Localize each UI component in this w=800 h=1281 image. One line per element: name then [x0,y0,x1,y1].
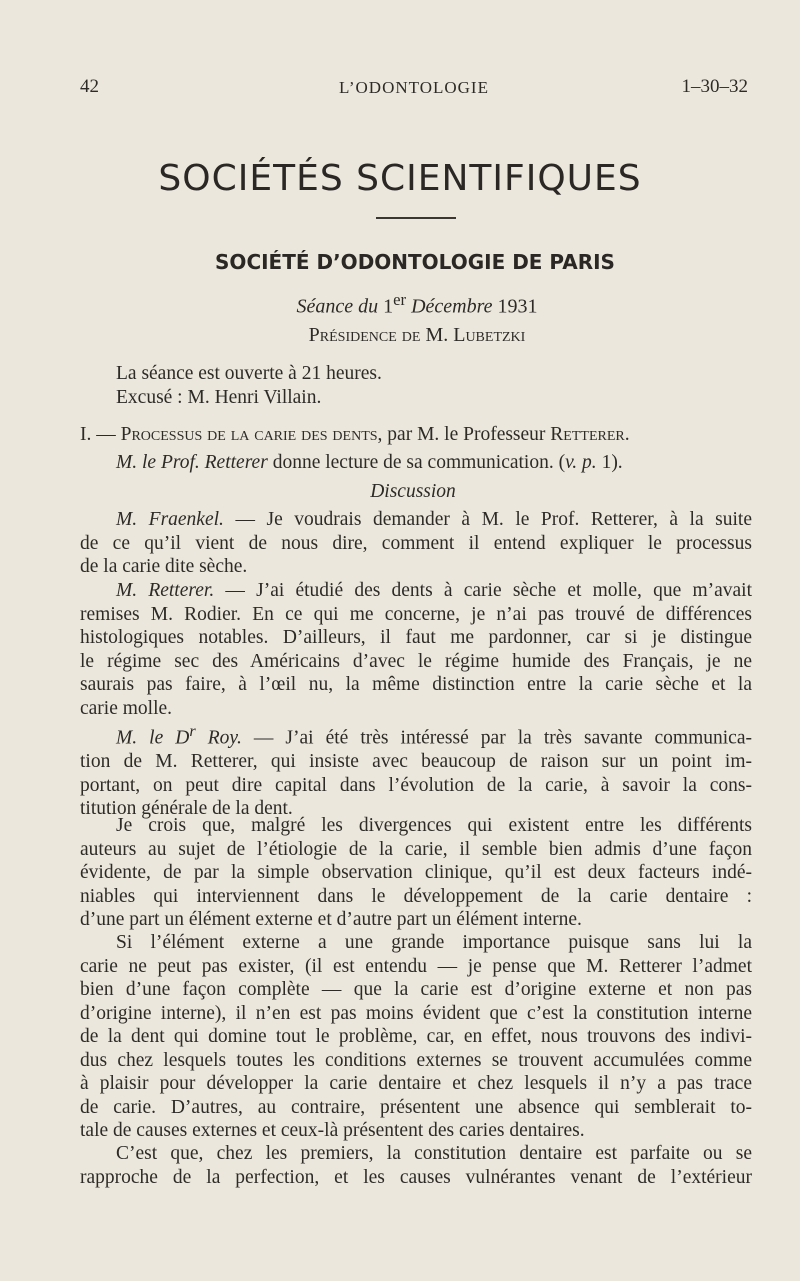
retterer-paragraph: M. Retterer. — J’ai étudié des dents à carie sèche et molle, que m’avait remises M. Rodier. En ce qui me concerne, je n’ai pas trouvé de différences histologiques notables. D’ailleurs, il faut me pardonner, car si je distingue le régime sec des Américains d’avec le régime humide des Français, je ne saurais pas faire, à l’œil nu, la même distinction entre la carie sèche et la carie molle. [80,580,752,719]
fraenkel-paragraph: M. Fraenkel. — Je voudrais demander à M. le Prof. Retterer, à la suite de ce qu’il vient de nous dire, comment il entend expliquer le processus de la carie dite sèche. [80,509,752,577]
discussion-heading: Discussion [370,481,456,502]
lecture-line: M. le Prof. Retterer donne lecture de sa communication. (v. p. 1). [116,452,623,473]
page-number: 42 [80,76,99,97]
title-rule [376,217,456,219]
paragraph-cest: C’est que, chez les premiers, la constitution dentaire est parfaite ou se rapproche de la perfection, et les causes vulnérantes venant de l’extérieur [80,1143,752,1188]
journal-title: L’ODONTOLOGIE [339,78,489,97]
paragraph-element: Si l’élément externe a une grande importance puisque sans lui la carie ne peut pas exister, (il est entendu — je pense que M. Retterer l’admet bien d’une façon complète — que la carie est d’origine externe et non pas d’origine interne), il n’en est pas moins évident que c’est la constitution interne de la dent qui domine tout le problème, car, en effet, nous trouvons des indivi- dus chez lesquels toutes les conditions externes se trouvent accumulées comme à plaisir pour développer la carie dentaire et chez lesquels il n’y a pas trace de carie. D’autres, au contraire, présentent une absence qui semblerait to- tale de causes externes et ceux-là présentent des caries dentaires. [80,932,752,1141]
author-name: Retterer [550,424,625,445]
agenda-title: Processus de la carie des dents [120,424,378,445]
opening-line: La séance est ouverte à 21 heures. [116,363,382,384]
opening-paragraph [80,362,752,409]
issue-number: 1–30–32 [681,76,748,97]
seance-date: Séance du 1er Décembre 1931 [296,290,538,318]
page-title: SOCIÉTÉS SCIENTIFIQUES [158,158,642,199]
running-head [80,76,748,98]
opening-line: Excusé : M. Henri Villain. [116,386,322,408]
presidence: Présidence de M. Lubetzki [308,324,526,346]
agenda-item: I. — Processus de la carie des dents, par M. le Professeur Retterer. [80,424,630,445]
roy-paragraph: M. le $D^r$ Roy. — J’ai été très intéressé par la très savante communica- tion de M. Retterer, qui insiste avec beaucoup de raison sur un point im- portant, on peut dire capital dans l’évolution de la carie, à savoir la cons- titution générale de la dent. [80,722,752,819]
paragraph-croire: Je crois que, malgré les divergences qui existent entre les différents auteurs au sujet de l’étiologie de la carie, il semble bien admis d’une façon évidente, de par la simple observation clinique, qu’il est deux facteurs indé- niables qui interviennent dans le développement de la carie dentaire : d’une part un élément externe et d’autre part un élément interne. [80,815,752,930]
section-subtitle: SOCIÉTÉ D’ODONTOLOGIE DE PARIS [215,250,615,274]
